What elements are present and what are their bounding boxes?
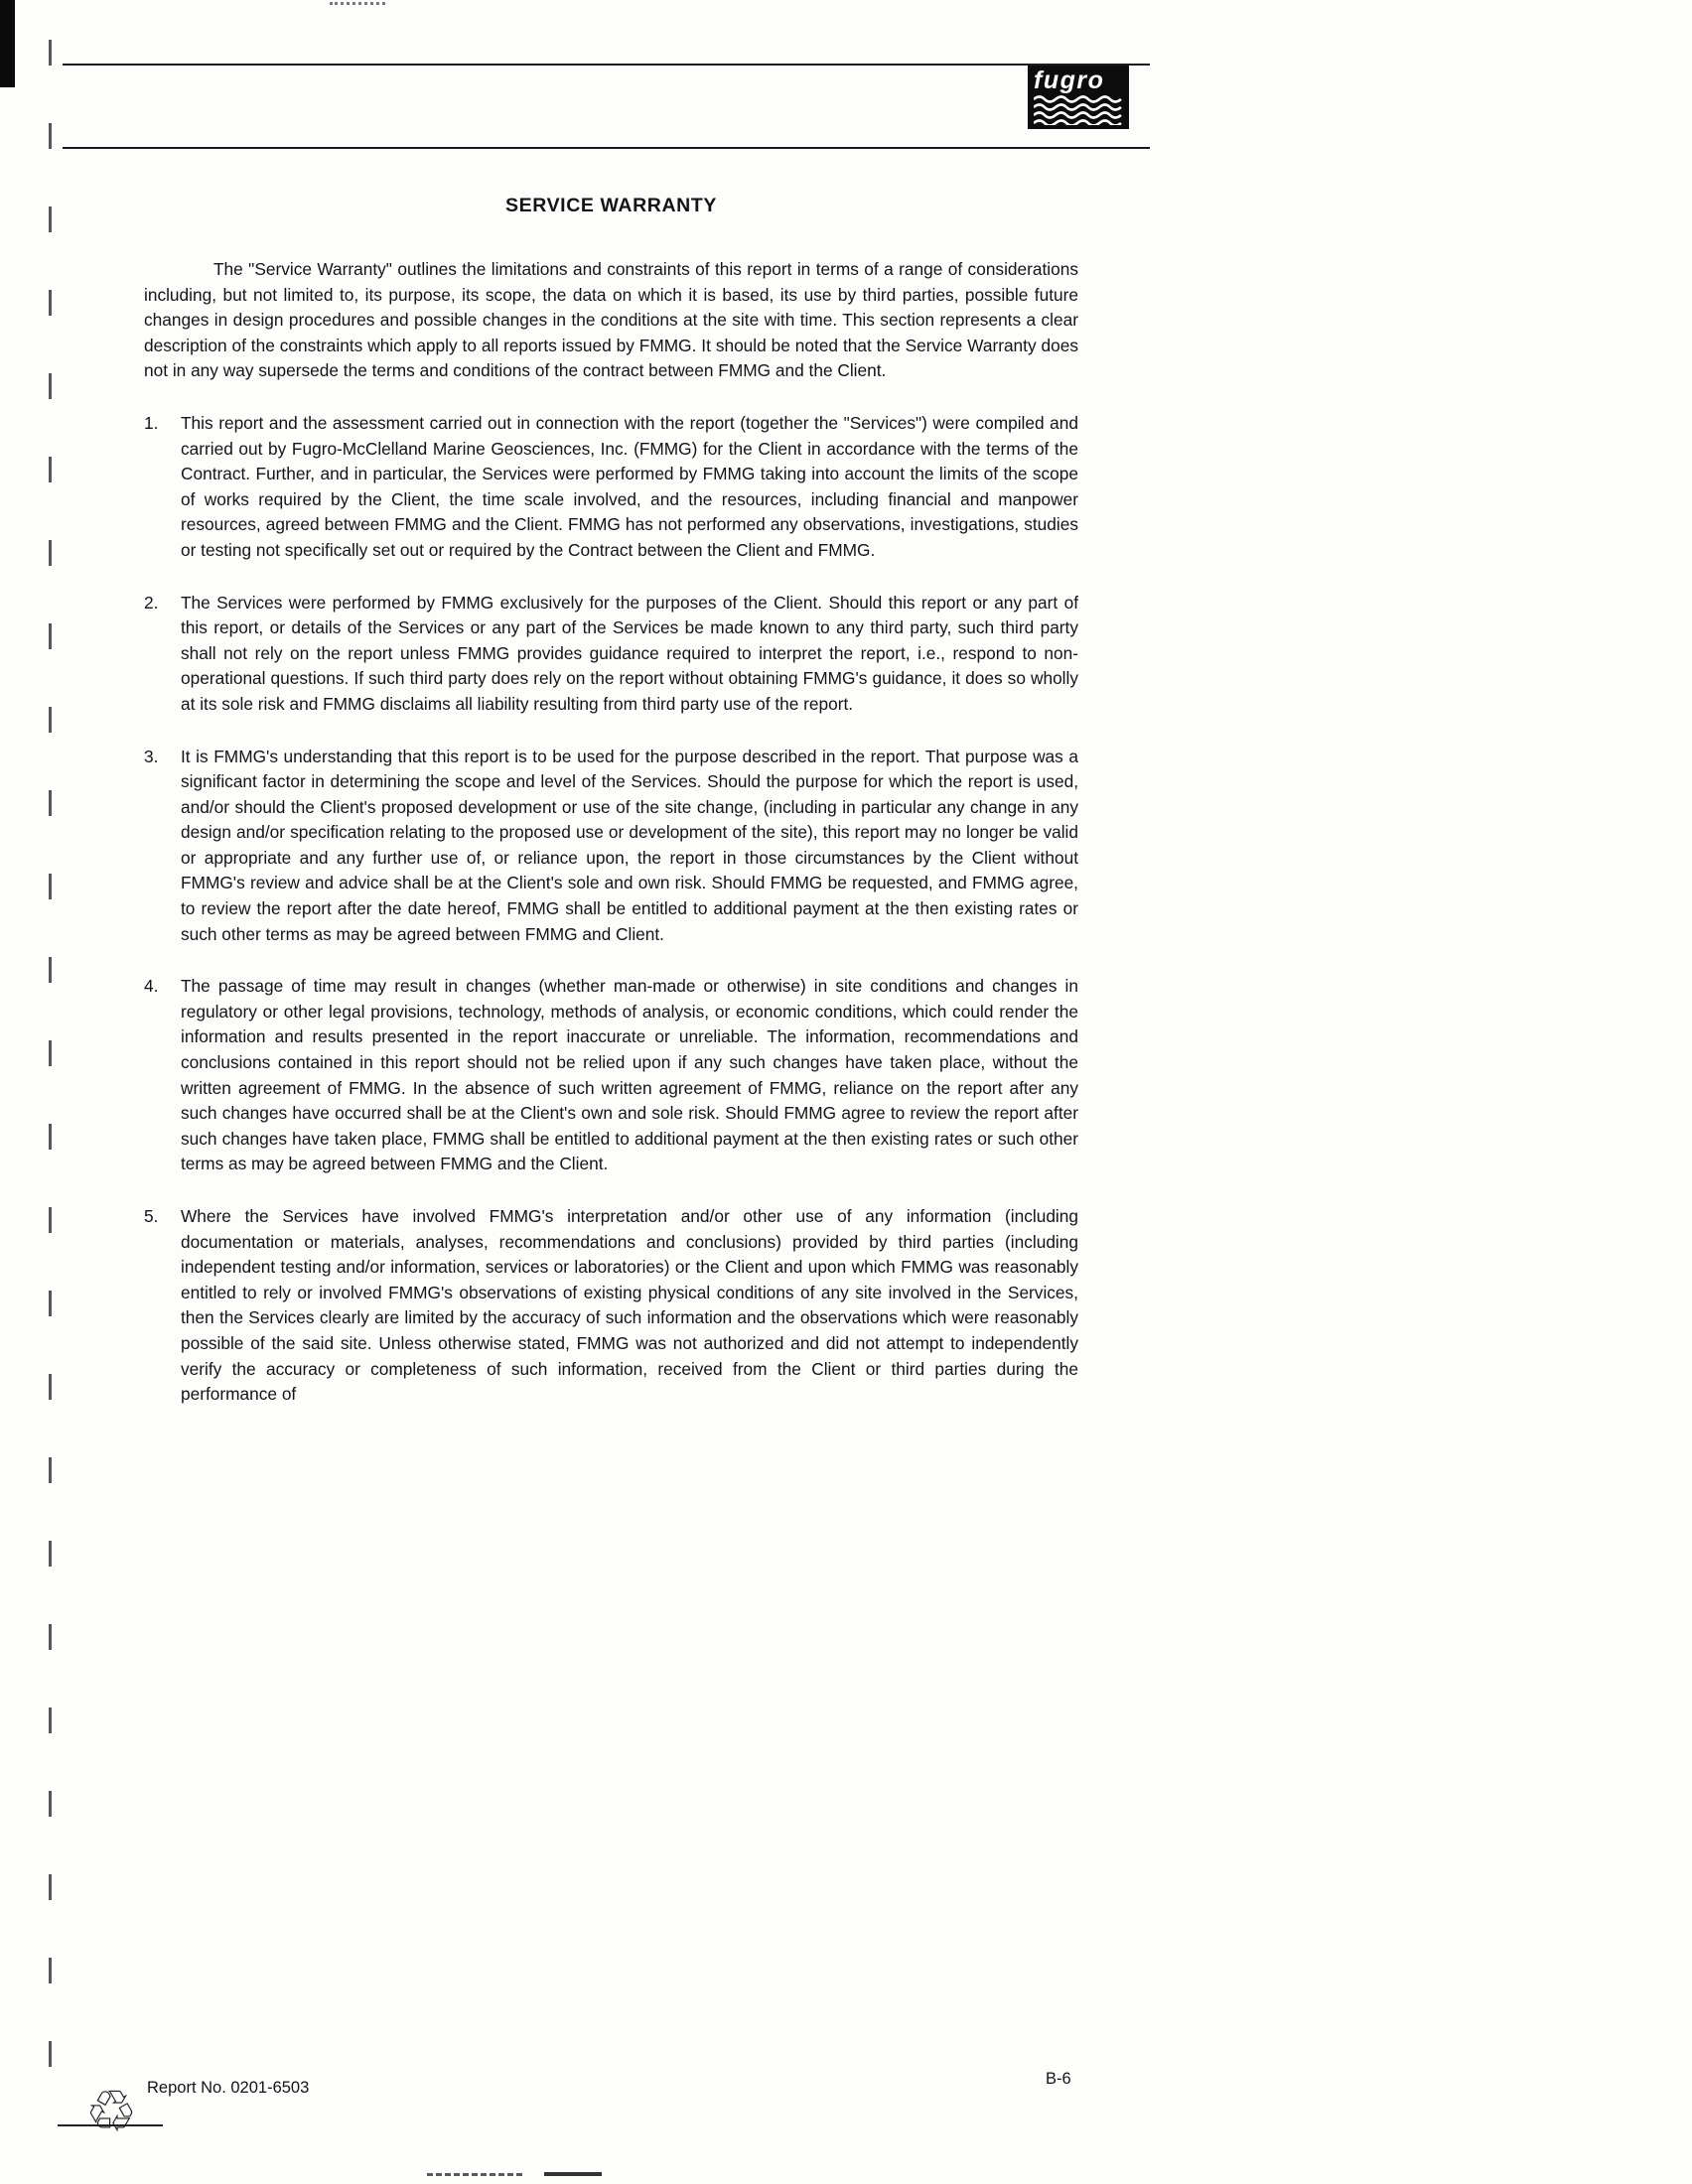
list-item-text: The passage of time may result in changes (whether man-made or otherwise) in site conditions and changes in regulatory or other legal provisions, technology, methods of analysis, or economic conditions, which could render the information and results presented in the report inaccurate or unreliable. The information, recommendations and conclusions contained in this report should not be relied upon if any such changes have taken place, without the written agreement of FMMG. In the absence of such written agreement of FMMG, reliance on the report after any such changes have occurred shall be at the Client's own and sole risk. Should FMMG agree to review the report after such changes have taken place, FMMG shall be entitled to additional payment at the then existing rates or such other terms as may be agreed between FMMG and the Client. bbox=[181, 976, 1078, 1174]
list-item-text: Where the Services have involved FMMG's interpretation and/or other use of any information (including documentation or materials, analyses, recommendations and conclusions) provided by third parties (including independent testing and/or information, services or laboratories) or the Client and upon which FMMG was reasonably entitled to rely or involved FMMG's observations of existing physical conditions of any site involved in the Services, then the Services clearly are limited by the accuracy of such information and the observations which were reasonably possible of the said site. Unless otherwise stated, FMMG was not authorized and did not attempt to independently verify the accuracy or completeness of such information, received from the Client or third parties during the performance of bbox=[181, 1206, 1078, 1405]
scan-dash-bottom-1 bbox=[427, 2173, 522, 2176]
list-item-number: 1. bbox=[144, 412, 159, 433]
list-item-number: 2. bbox=[144, 592, 159, 613]
list-item bbox=[144, 974, 1078, 1177]
header-rule-bottom bbox=[63, 147, 1150, 149]
list-item bbox=[144, 1204, 1078, 1408]
fugro-logo-text: fugro bbox=[1034, 67, 1105, 94]
header-rule-top bbox=[63, 64, 1150, 66]
fugro-logo bbox=[1028, 66, 1129, 129]
list-item bbox=[144, 591, 1078, 718]
list-item-text: It is FMMG's understanding that this report is to be used for the purpose described in the report. That purpose was a significant factor in determining the scope and level of the Services. Should the purpose for which the report is used, and/or should the Client's proposed development or use of the site change, (including in particular any change in any design and/or specification relating to the proposed use or development of the site), this report may no longer be valid or appropriate and any further use of, or reliance upon, the report in those circumstances by the Client without FMMG's review and advice shall be at the Client's sole and own risk. Should FMMG be requested, and FMMG agree, to review the report after the date hereof, FMMG shall be entitled to additional payment at the then existing rates or such other terms as may be agreed between FMMG and Client. bbox=[181, 746, 1078, 944]
scan-dots-top bbox=[330, 2, 385, 5]
page-title: SERVICE WARRANTY bbox=[505, 195, 717, 216]
document-body bbox=[144, 257, 1078, 1434]
list-item bbox=[144, 411, 1078, 564]
list-item-number: 5. bbox=[144, 1206, 159, 1226]
report-number: Report No. 0201-6503 bbox=[147, 2079, 310, 2097]
list-item-text: This report and the assessment carried out in connection with the report (together the "Services") were compiled and carried out by Fugro-McClelland Marine Geosciences, Inc. (FMMG) for the Client in accordance with the terms of the Contract. Further, and in particular, the Services were performed by FMMG taking into account the limits of the scope of works required by the Client, the time scale involved, and the resources, including financial and manpower resources, agreed between FMMG and the Client. FMMG has not performed any observations, investigations, studies or testing not specifically set out or required by the Contract between the Client and FMMG. bbox=[181, 412, 1078, 560]
list-item-number: 4. bbox=[144, 976, 159, 997]
list-item-number: 3. bbox=[144, 746, 159, 766]
scan-corner-artifact bbox=[0, 0, 15, 87]
binding-edge-marks bbox=[49, 40, 52, 2100]
logo-waves-icon bbox=[1034, 95, 1123, 125]
page-number: B-6 bbox=[1046, 2070, 1071, 2088]
recycle-icon: ♲ bbox=[85, 2078, 137, 2145]
list-item-text: The Services were performed by FMMG exclusively for the purposes of the Client. Should this report or any part of this report, or details of the Services or any part of the Services be made known to any third party, such third party shall not rely on the report unless FMMG provides guidance required to interpret the report, i.e., respond to non-operational questions. If such third party does rely on the report without obtaining FMMG's guidance, it does so wholly at its sole risk and FMMG disclaims all liability resulting from third party use of the report. bbox=[181, 592, 1078, 714]
intro-paragraph: The "Service Warranty" outlines the limitations and constraints of this report in terms of a range of considerations including, but not limited to, its purpose, its scope, the data on which it is based, its use by third parties, possible future changes in design procedures and possible changes in the conditions at the site with time. This section represents a clear description of the constraints which apply to all reports issued by FMMG. It should be noted that the Service Warranty does not in any way supersede the terms and conditions of the contract between FMMG and the Client. bbox=[144, 259, 1078, 381]
list-item bbox=[144, 745, 1078, 948]
scan-dash-bottom-2 bbox=[544, 2172, 602, 2176]
